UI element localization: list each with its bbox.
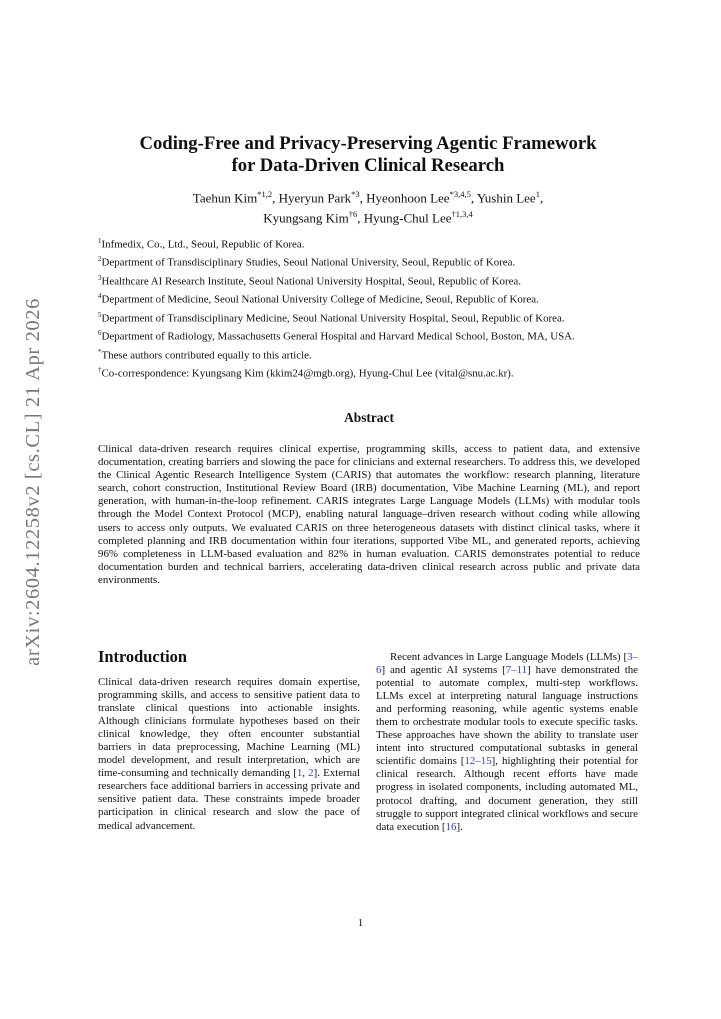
author-affil-marker: *3 xyxy=(351,189,360,199)
page-number: 1 xyxy=(357,917,364,929)
abstract-body: Clinical data-driven research requires clinical expertise, programming skills, access to patient data, and extensive documentation, creating barriers and slowing the pace for clinicians and external researchers. To address this, we developed the Clinical Agentic Research Intelligence System (CARIS) that automates the workflow: research planning, literature search, cohort construction, Institutional Review Board (IRB) documentation, Vibe Machine Learning (ML), and report generation, with human-in-the-loop refinement. CARIS integrates Large Language Models (LLMs) with modular tools through the Model Context Protocol (MCP), enabling natural language–driven research without coding while allowing users to access only outputs. We evaluated CARIS on three heterogeneous datasets with distinct clinical tasks, where it completed planning and IRB documentation within four iterations, supported Vibe ML, and generated reports, achieving 96% completeness in LLM-based evaluation and 82% in human evaluation. CARIS demonstrates potential to reduce documentation burden and technical barriers, accelerating data-driven clinical research across public and private data environments. xyxy=(98,443,640,586)
arxiv-identifier: arXiv:2604.12258v2 [cs.CL] 21 Apr 2026 xyxy=(22,298,44,666)
author-separator: , xyxy=(539,190,544,206)
body-text: ] have demonstrated the potential to automate complex, multi-step workflows. LLMs excel at interpreting natural language instructions and performing reasoning, while agentic systems enable them to orchestrate modular tools to execute specific tasks. These approaches have shown the ability to translate user intent into structured computational subtasks in general scientific domains [ xyxy=(376,664,638,768)
body-text: Recent advances in Large Language Models (LLMs) [ xyxy=(390,651,628,663)
affiliation-marker: 5 xyxy=(98,310,102,319)
citation-link[interactable]: 12–15 xyxy=(464,755,492,768)
author-separator: , xyxy=(359,190,367,206)
author-separator: , xyxy=(470,190,477,206)
affiliation-text: Department of Transdisciplinary Medicine, Seoul National University Hospital, Seoul, Republic of Korea. xyxy=(101,312,565,325)
citation-link[interactable]: 1 xyxy=(296,767,303,780)
affiliation-marker: † xyxy=(98,365,102,374)
author-affil-marker: †1,3,4 xyxy=(451,209,473,220)
affiliation-text: Department of Radiology, Massachusetts General Hospital and Harvard Medical School, Boston, MA, USA. xyxy=(101,330,575,343)
body-text: ] and agentic AI systems [ xyxy=(381,664,506,677)
author-name: Yushin Lee xyxy=(476,190,536,206)
author-name: Hyung-Chul Lee xyxy=(363,210,452,226)
citation-link[interactable]: 3–6 xyxy=(376,651,638,677)
author-line-1 xyxy=(100,186,636,206)
author-separator: , xyxy=(272,190,279,206)
affiliation-item xyxy=(98,234,643,252)
affiliation-text: Infmedix, Co., Ltd., Seoul, Republic of Korea. xyxy=(101,238,305,251)
affiliation-text: Co-correspondence: Kyungsang Kim (kkim24@mgb.org), Hyung-Chul Lee (vital@snu.ac.kr). xyxy=(101,367,514,380)
affiliation-marker: 1 xyxy=(98,237,102,245)
affiliation-text: Healthcare AI Research Institute, Seoul National University Hospital, Seoul, Republic of Korea. xyxy=(101,275,521,288)
affiliation-item xyxy=(98,252,643,270)
affiliation-item xyxy=(98,363,643,381)
author-name: Kyungsang Kim xyxy=(263,210,349,226)
body-text: Clinical data-driven research requires domain expertise, programming skills, and access to sensitive patient data to translate clinical questions into actionable insights. Although clinicians formulate hypotheses based on their clinical knowledge, they often encounter substantial barriers in data preprocessing, Machine Learning (ML) model development, and result interpretation, which are time-consuming and technically demanding [ xyxy=(98,676,360,780)
author-name: Hyeryun Park xyxy=(278,190,352,206)
author-affil-marker: †6 xyxy=(348,209,358,220)
affiliation-marker: 6 xyxy=(98,329,102,338)
affiliation-text: Department of Transdisciplinary Studies, Seoul National University, Seoul, Republic of Korea. xyxy=(101,257,516,270)
affiliation-item xyxy=(98,289,643,307)
body-text: , xyxy=(302,767,309,780)
affiliation-marker: 4 xyxy=(98,292,102,301)
intro-paragraph-right xyxy=(376,651,638,834)
paper-title xyxy=(90,133,646,177)
title-line-1: Coding-Free and Privacy-Preserving Agentic Framework xyxy=(139,133,597,154)
citation-link[interactable]: 16 xyxy=(445,820,457,833)
author-name: Hyeonhoon Lee xyxy=(366,190,450,206)
citation-link[interactable]: 2 xyxy=(308,767,314,780)
body-text: ]. xyxy=(456,820,463,833)
author-affil-marker: *1,2 xyxy=(257,189,273,199)
affiliation-text: Department of Medicine, Seoul National University College of Medicine, Seoul, Republic of Korea. xyxy=(101,293,539,306)
citation-link[interactable]: 7–11 xyxy=(505,664,528,677)
affiliation-marker: 3 xyxy=(98,273,102,282)
affiliation-text: These authors contributed equally to this article. xyxy=(101,349,312,362)
author-separator: , xyxy=(357,210,364,226)
affiliation-item xyxy=(98,345,643,363)
intro-paragraph-left xyxy=(98,676,360,833)
author-affil-marker: 1 xyxy=(535,189,540,199)
affiliation-marker: 2 xyxy=(98,255,102,264)
author-affil-marker: *3,4,5 xyxy=(449,189,471,199)
affiliation-list xyxy=(98,234,643,381)
affiliation-item xyxy=(98,326,643,344)
title-line-2: for Data-Driven Clinical Research xyxy=(231,155,505,176)
author-line-2 xyxy=(100,206,636,226)
body-text: ]. External researchers face additional barriers in accessing private and sensitive patient data. These constraints impede broader participation in clinical research and slow the pace of medical advancement. xyxy=(98,767,360,832)
introduction-heading: Introduction xyxy=(98,647,187,666)
author-list xyxy=(100,186,636,227)
author-name: Taehun Kim xyxy=(192,190,258,206)
affiliation-item xyxy=(98,271,643,289)
abstract-heading: Abstract xyxy=(344,410,394,425)
affiliation-item xyxy=(98,308,643,326)
body-text: ], highlighting their potential for clinical research. Although recent efforts have made progress in isolated components, including automated ML, protocol drafting, and document generation, they still struggle to support integrated clinical workflows and secure data execution [ xyxy=(376,755,638,833)
affiliation-marker: * xyxy=(98,347,102,356)
